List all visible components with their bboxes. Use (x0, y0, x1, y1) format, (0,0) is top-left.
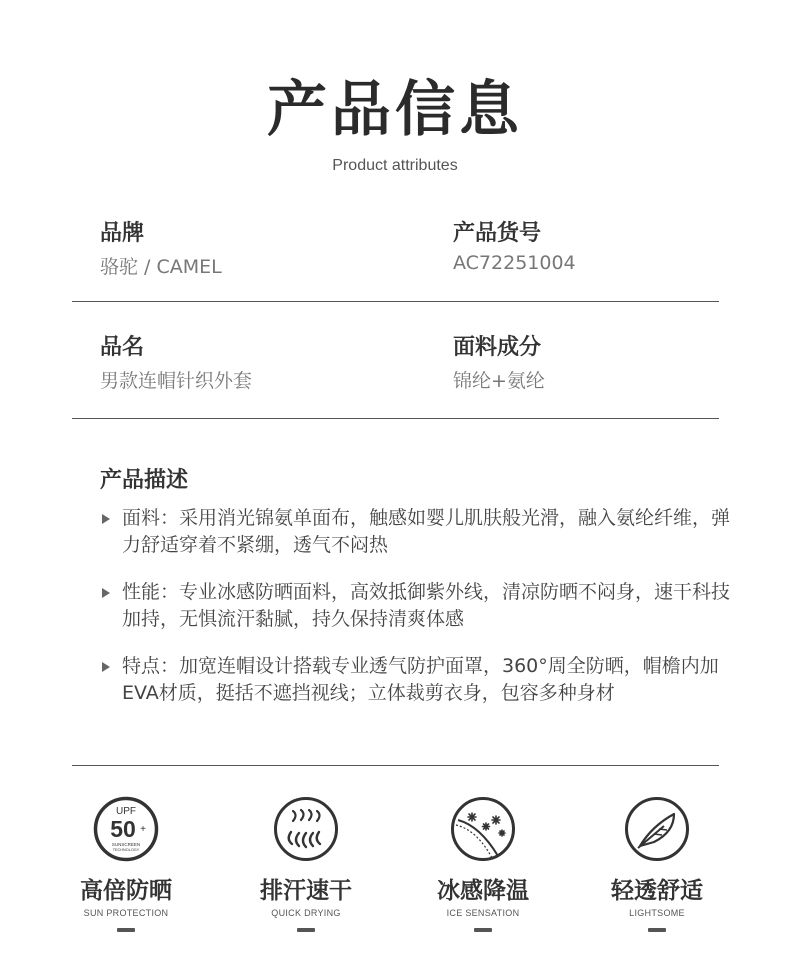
quick-dry-icon (273, 796, 339, 862)
attr-name-label: 品名 (100, 335, 145, 360)
description-text: 面料：采用消光锦氨单面布，触感如婴儿肌肤般光滑，融入氨纶纤维，弹力舒适穿着不紧绷，透气不闷热 (122, 507, 731, 556)
feature-dash (297, 928, 315, 932)
upf-50-icon (93, 796, 159, 862)
description-text: 性能：专业冰感防晒面料，高效抵御紫外线，清凉防晒不闷身，速干科技加持，无惧流汗黏腻，持久保持清爽体感 (122, 581, 731, 630)
attr-sku-value: AC72251004 (453, 252, 576, 274)
feature-title: 冰感降温 (437, 878, 529, 904)
feature-quick-drying (216, 796, 396, 932)
feature-title: 排汗速干 (260, 878, 352, 904)
attr-name-value: 男款连帽针织外套 (100, 370, 253, 392)
feature-dash (117, 928, 135, 932)
divider (72, 418, 719, 419)
upf-value: 50 (110, 816, 136, 842)
feature-dash (474, 928, 492, 932)
attr-fabric-value: 锦纶+氨纶 (453, 370, 545, 392)
upf-line2: TECHNOLOGY (112, 848, 140, 852)
divider (72, 301, 719, 302)
bullet-icon (102, 514, 110, 524)
feature-ice-sensation (393, 796, 573, 932)
feature-subtitle: LIGHTSOME (629, 908, 685, 918)
feature-dash (648, 928, 666, 932)
feature-subtitle: ICE SENSATION (446, 908, 520, 918)
attr-brand-value: 骆驼 / CAMEL (100, 256, 222, 278)
feature-lightsome (567, 796, 747, 932)
feature-sun-protection (36, 796, 216, 932)
divider (72, 765, 719, 766)
feature-subtitle: QUICK DRYING (271, 908, 341, 918)
description-item (100, 505, 740, 559)
attr-sku-label: 产品货号 (453, 221, 542, 246)
upf-line1: SUNSCREEN (111, 842, 141, 847)
attr-fabric-label: 面料成分 (453, 335, 542, 360)
page-title: 产品信息 (267, 75, 523, 145)
description-title: 产品描述 (100, 468, 189, 493)
description-item (100, 653, 740, 707)
bullet-icon (102, 588, 110, 598)
feature-title: 轻透舒适 (611, 878, 703, 904)
feather-icon (624, 796, 690, 862)
description-text: 特点：加宽连帽设计搭载专业透气防护面罩，360°周全防晒，帽檐内加EVA材质，挺括不遮挡视线；立体裁剪衣身，包容多种身材 (122, 655, 719, 704)
upf-plus: + (140, 824, 146, 835)
description-list (100, 505, 740, 727)
ice-sensation-icon (450, 796, 516, 862)
description-item (100, 579, 740, 633)
page-subtitle: Product attributes (332, 157, 458, 174)
upf-label: UPF (116, 806, 136, 817)
feature-title: 高倍防晒 (80, 878, 172, 904)
bullet-icon (102, 662, 110, 672)
feature-subtitle: SUN PROTECTION (83, 908, 169, 918)
attr-brand-label: 品牌 (100, 221, 145, 246)
